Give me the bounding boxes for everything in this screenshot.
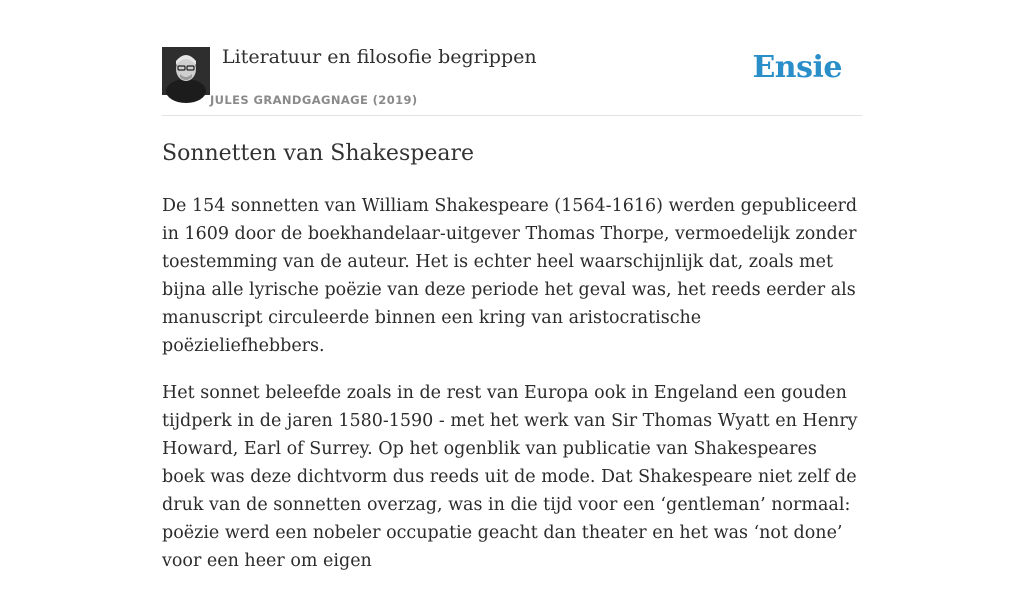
avatar[interactable] xyxy=(162,47,210,95)
article-body xyxy=(162,192,862,594)
collection-title[interactable]: Literatuur en filosofie begrippen xyxy=(222,46,537,68)
paragraph: Het sonnet beleefde zoals in de rest van Europa ook in Engeland een gouden tijdperk in de jaren 1580-1590 - met het werk van Sir Thomas Wyatt en Henry Howard, Earl of Surrey. Op het ogenblik van publicatie van Shakespeares boek was deze dichtvorm dus reeds uit de mode. Dat Shakespeare niet zelf de druk van de sonnetten overzag, was in die tijd voor een ‘gentleman’ normaal: poëzie werd een nobeler occupatie geacht dan theater en het was ‘not done’ voor een heer om eigen xyxy=(162,383,858,571)
author-photo-icon xyxy=(162,47,210,95)
paragraph: De 154 sonnetten van William Shakespeare (1564-1616) werden gepubliceerd in 1609 door de boekhandelaar-uitgever Thomas Thorpe, vermoedelijk zonder toestemming van de auteur. Het is echter heel waarschijnlijk dat, zoals met bijna alle lyrische poëzie van deze periode het geval was, het reeds eerder als manuscript circuleerde binnen een kring van aristocratische poëzieliefhebbers. xyxy=(162,196,858,356)
collection-header xyxy=(162,0,862,116)
page-container xyxy=(162,0,862,571)
brand-logo[interactable]: Ensie xyxy=(752,50,842,85)
author-name[interactable]: JULES GRANDGAGNAGE (2019) xyxy=(210,93,418,107)
article-title: Sonnetten van Shakespeare xyxy=(162,141,474,166)
